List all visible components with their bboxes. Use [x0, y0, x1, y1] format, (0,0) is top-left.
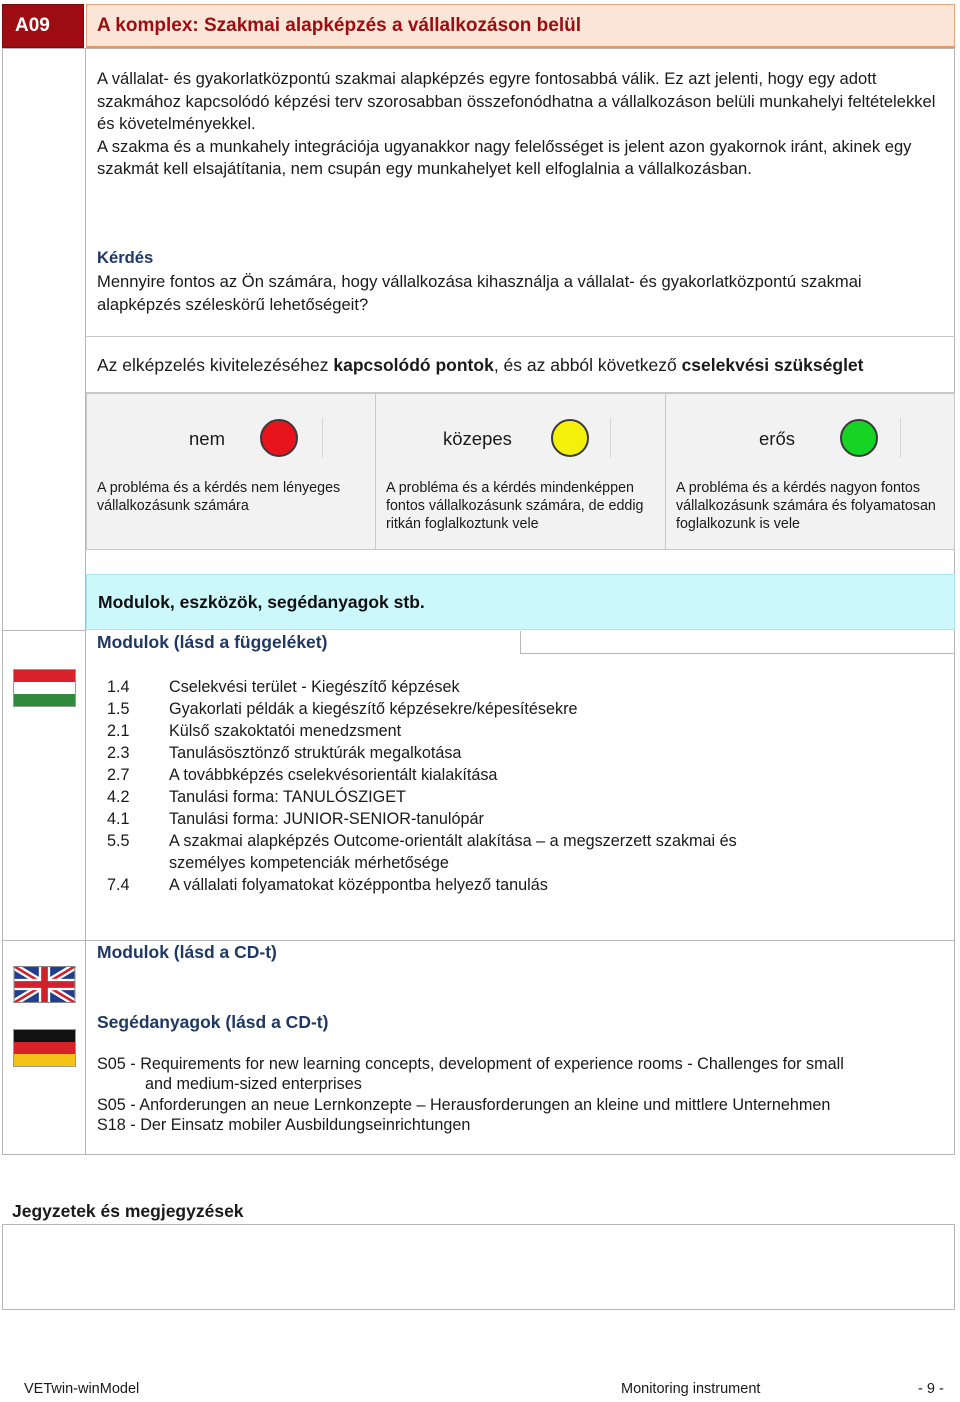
divider — [520, 631, 521, 653]
list-item[interactable] — [107, 742, 809, 764]
divider — [2, 940, 955, 941]
rating-desc-mid: A probléma és a kérdés mindenképpen fontos vállalkozásunk számára, de eddig ritkán foglalkoztunk vele — [386, 480, 644, 532]
intro-text — [97, 68, 937, 181]
module-list — [107, 676, 809, 896]
module-number: 5.5 — [107, 832, 130, 850]
modules-appendix-title: Modulok (lásd a függeléket) — [97, 632, 328, 652]
modules-header: Modulok, eszközök, segédanyagok stb. — [86, 574, 955, 630]
green-light-icon[interactable] — [840, 419, 878, 457]
rating-label-mid: közepes — [443, 428, 512, 449]
divider — [520, 653, 955, 654]
divider — [2, 630, 86, 631]
module-text: Tanulási forma: JUNIOR-SENIOR-tanulópár — [169, 810, 484, 828]
aids-title: Segédanyagok (lásd a CD-t) — [97, 1012, 329, 1032]
hungarian-flag-icon — [13, 669, 76, 707]
module-number: 4.1 — [107, 810, 130, 828]
list-item[interactable] — [107, 676, 809, 698]
module-text: A továbbképzés cselekvésorientált kialakítása — [169, 766, 498, 784]
points-pre: Az elképzelés kivitelezéséhez — [97, 355, 334, 375]
module-number: 2.7 — [107, 766, 130, 784]
module-number: 7.4 — [107, 876, 130, 894]
rating-desc-high: A probléma és a kérdés nagyon fontos vállalkozásunk számára és folyamatosan foglalkozunk is vele — [676, 480, 936, 532]
notes-title: Jegyzetek és megjegyzések — [12, 1201, 244, 1221]
red-light-icon[interactable] — [260, 419, 298, 457]
list-item[interactable]: S05 - Anforderungen an neue Lernkonzepte – Herausforderungen an kleine und mittlere Unternehmen — [97, 1095, 831, 1114]
rating-separator — [900, 418, 901, 458]
divider — [86, 336, 955, 337]
module-text: Tanulási forma: TANULÓSZIGET — [169, 788, 406, 806]
list-item[interactable] — [107, 764, 809, 786]
rating-cell-low[interactable] — [86, 393, 376, 550]
rating-separator — [322, 418, 323, 458]
question-text: Mennyire fontos az Ön számára, hogy vállalkozása kihasználja a vállalat- és gyakorlatközpontú szakmai alapképzés széleskörű lehetőségeit? — [97, 272, 862, 314]
question-title: Kérdés — [97, 248, 154, 267]
list-item[interactable] — [107, 786, 809, 808]
section-code: A09 — [2, 4, 84, 48]
module-text: A vállalati folyamatokat középpontba helyező tanulás — [169, 876, 548, 894]
module-text: A szakmai alapképzés Outcome-orientált alakítása – a megszerzett szakmai és személyes kompetenciák mérhetősége — [169, 832, 737, 872]
points-bold-1: kapcsolódó pontok — [333, 355, 494, 375]
list-item-continued: and medium-sized enterprises — [145, 1075, 362, 1094]
list-item[interactable] — [107, 720, 809, 742]
list-item[interactable] — [107, 874, 809, 896]
module-number: 4.2 — [107, 788, 130, 806]
rating-label-high: erős — [759, 428, 795, 449]
intro-paragraph-2: A szakma és a munkahely integrációja ugyanakkor nagy felelősséget is jelent azon gyakornok iránt, akinek egy szakmát kell elsajátítania, nem csupán egy munkahelyet kell elfoglalnia a vállalkozásban. — [97, 136, 912, 178]
footer-left: VETwin-winModel — [24, 1381, 140, 1397]
module-text: Tanulásösztönző struktúrák megalkotása — [169, 744, 462, 762]
page-number: - 9 - — [918, 1381, 944, 1397]
yellow-light-icon[interactable] — [551, 419, 589, 457]
list-item[interactable] — [107, 830, 809, 874]
rating-label-low: nem — [189, 428, 225, 449]
list-item[interactable]: S18 - Der Einsatz mobiler Ausbildungseinrichtungen — [97, 1115, 471, 1134]
list-item[interactable] — [107, 808, 809, 830]
points-mid: , és az abból következő — [493, 355, 682, 375]
module-text: Külső szakoktatói menedzsment — [169, 722, 402, 740]
footer-center: Monitoring instrument — [621, 1381, 761, 1397]
points-sentence — [97, 355, 864, 376]
module-number: 2.3 — [107, 744, 130, 762]
modules-cd-title: Modulok (lásd a CD-t) — [97, 942, 277, 962]
module-text: Gyakorlati példák a kiegészítő képzésekre/képesítésekre — [169, 700, 578, 718]
page-title: A komplex: Szakmai alapképzés a vállalkozáson belül — [86, 4, 955, 48]
aids-list — [97, 1054, 937, 1135]
module-number: 1.5 — [107, 700, 130, 718]
uk-flag-icon — [13, 966, 76, 1003]
points-bold-2: cselekvési szükséglet — [681, 355, 864, 375]
intro-paragraph-1: A vállalat- és gyakorlatközpontú szakmai alapképzés egyre fontosabbá válik. Ez azt jelenti, hogy egy adott szakmához kapcsolódó képzési terv szorosabban összefonódhatna a vállalkozáson belüli munkahelyi feltételekkel és követelményekkel. — [97, 69, 936, 133]
rating-desc-low: A probléma és a kérdés nem lényeges vállalkozásunk számára — [97, 480, 341, 514]
german-flag-icon — [13, 1029, 76, 1067]
notes-box[interactable] — [2, 1224, 955, 1310]
list-item[interactable] — [107, 698, 809, 720]
module-number: 1.4 — [107, 678, 130, 696]
list-item[interactable]: S05 - Requirements for new learning concepts, development of experience rooms - Challenges for small — [97, 1055, 844, 1073]
rating-separator — [610, 418, 611, 458]
module-text: Cselekvési terület - Kiegészítő képzések — [169, 678, 460, 696]
module-number: 2.1 — [107, 722, 130, 740]
